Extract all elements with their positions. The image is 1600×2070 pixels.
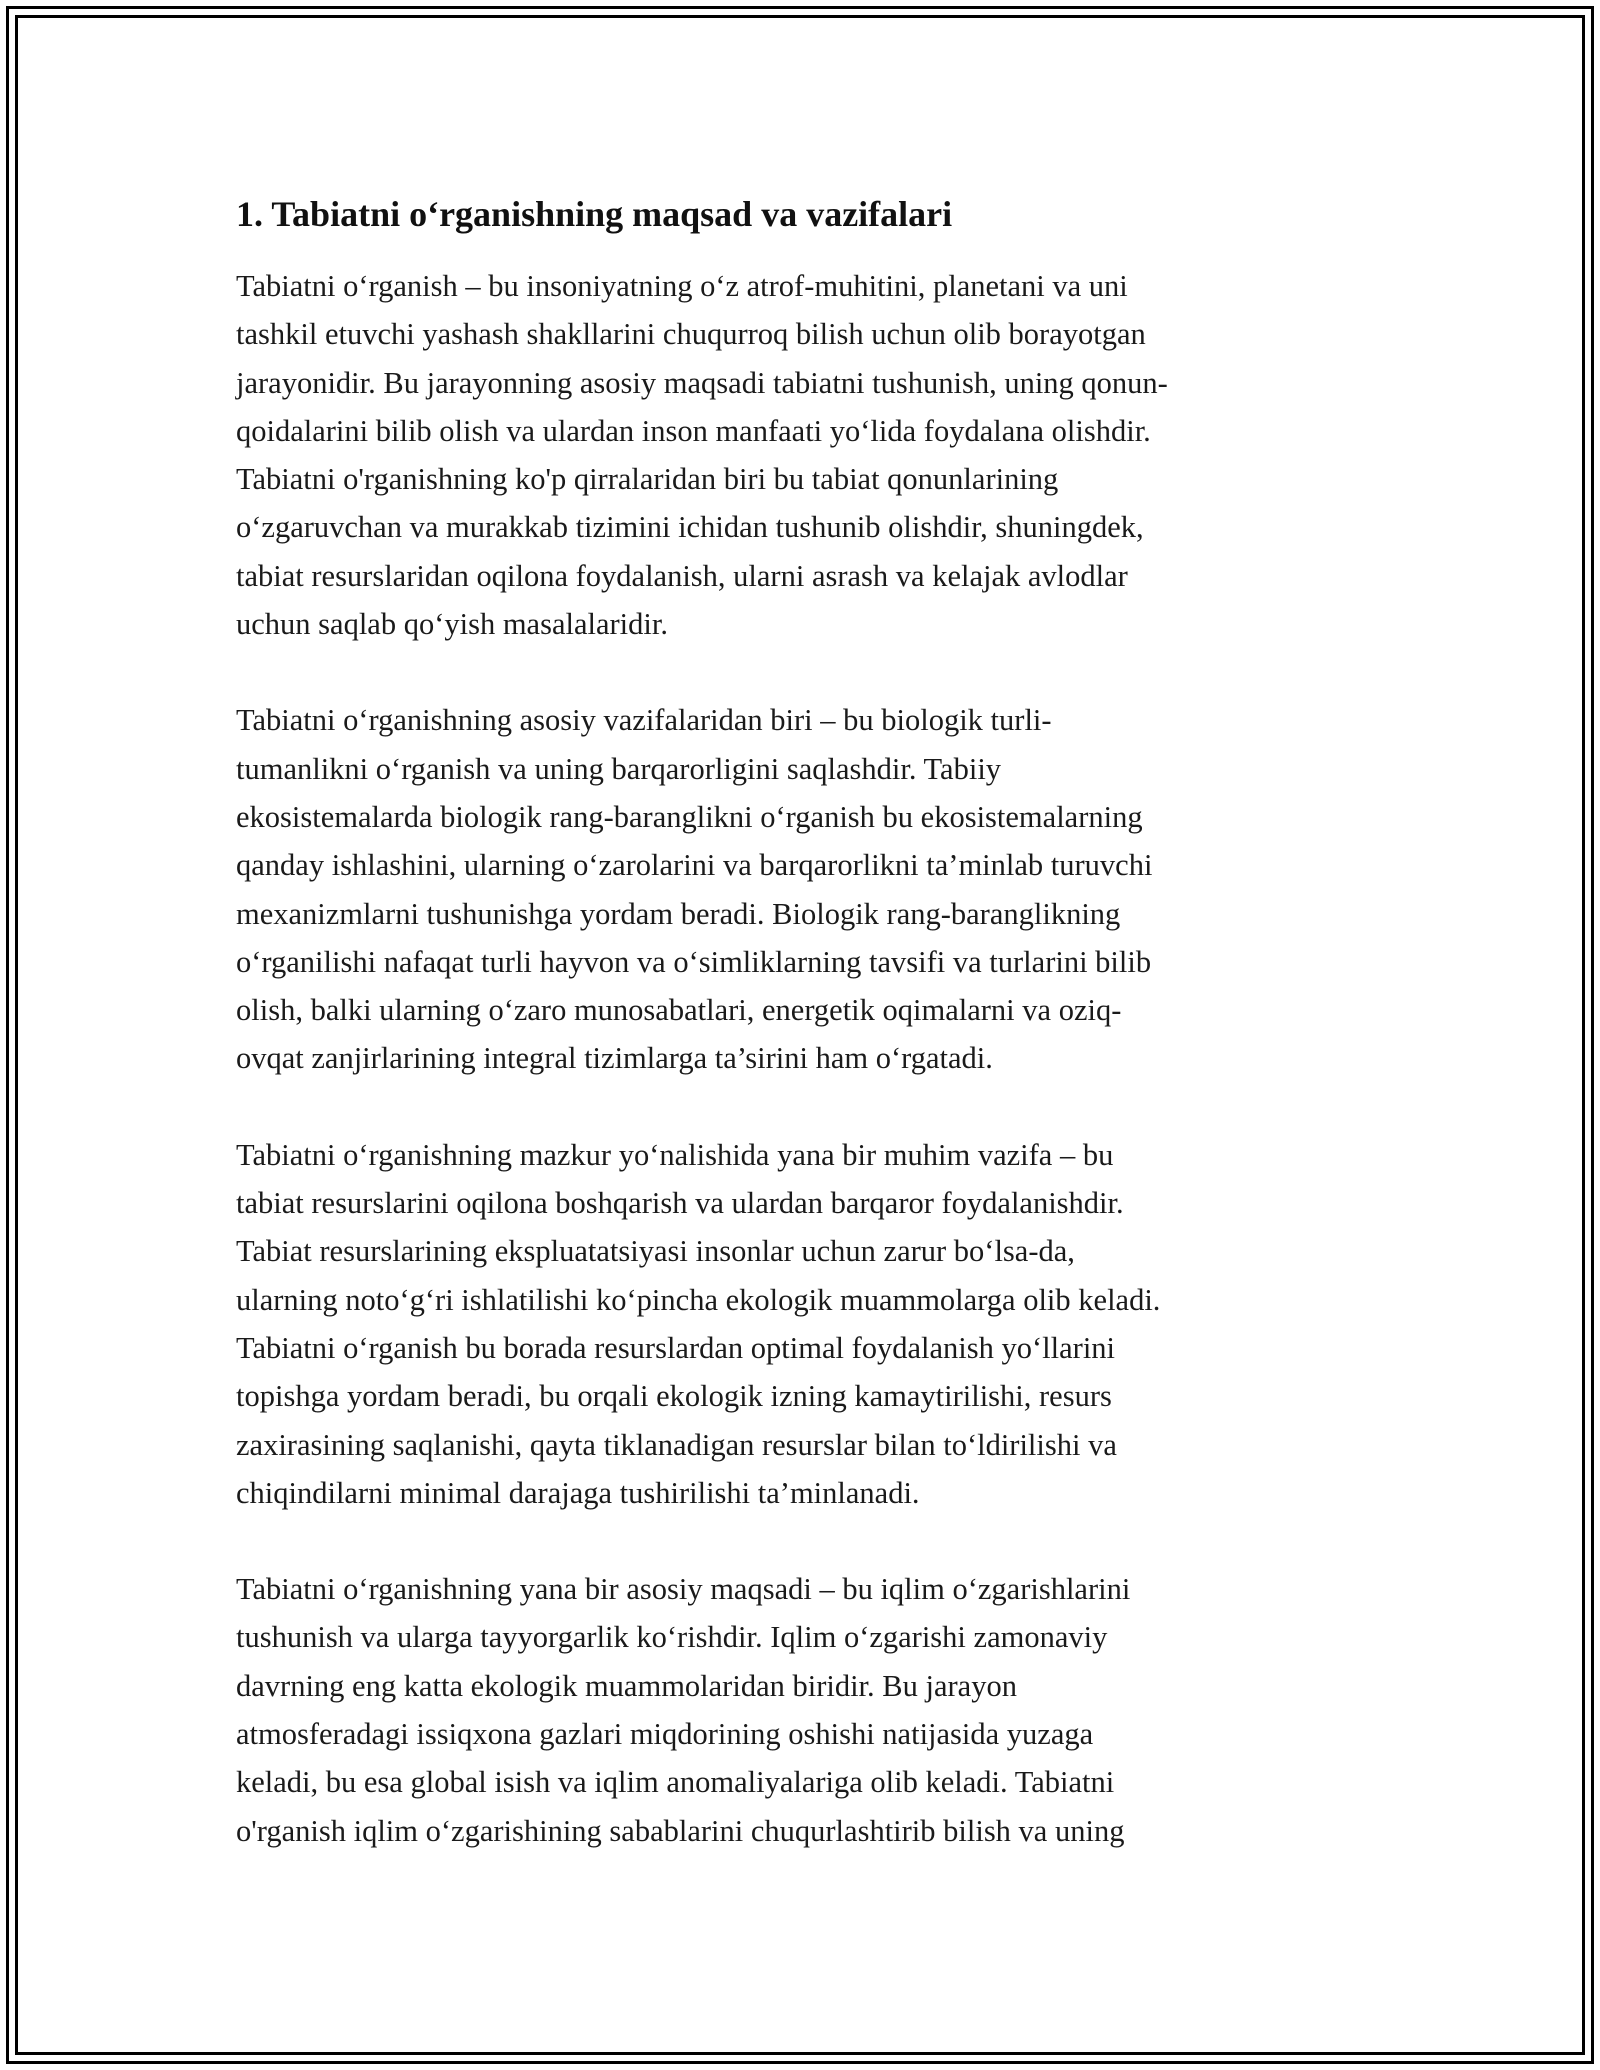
paragraph-line: topishga yordam beradi, bu orqali ekologik izning kamaytirilishi, resurs	[236, 1379, 1112, 1414]
paragraph-1	[236, 262, 1366, 648]
paragraph-line: Tabiatni o‘rganish bu borada resurslardan optimal foydalanish yo‘llarini	[236, 1330, 1116, 1365]
paragraph-line: Tabiatni o‘rganish – bu insoniyatning o‘z atrof-muhitini, planetani va uni	[236, 269, 1128, 303]
paragraph-line: tashkil etuvchi yashash shakllarini chuqurroq bilish uchun olib borayotgan	[236, 317, 1146, 352]
paragraph-line: qoidalarini bilib olish va ulardan inson manfaati yo‘lida foydalana olishdir.	[236, 413, 1151, 448]
paragraph-line: tabiat resurslarini oqilona boshqarish va ulardan barqaror foydalanishdir.	[236, 1186, 1124, 1221]
paragraph-line: tabiat resurslaridan oqilona foydalanish, ularni asrash va kelajak avlodlar	[236, 558, 1128, 593]
paragraph-line: keladi, bu esa global isish va iqlim anomaliyalariga olib keladi. Tabiatni	[236, 1765, 1115, 1800]
paragraph-line: Tabiat resurslarining ekspluatatsiyasi insonlar uchun zarur bo‘lsa-da,	[236, 1234, 1075, 1269]
paragraph-4	[236, 1565, 1366, 1855]
paragraph-line: mexanizmlarni tushunishga yordam beradi. Biologik rang-baranglikning	[236, 896, 1121, 931]
document-page	[236, 188, 1366, 1903]
paragraph-line: Tabiatni o‘rganishning mazkur yo‘nalishida yana bir muhim vazifa – bu	[236, 1137, 1114, 1172]
paragraph-line: qanday ishlashini, ularning o‘zarolarini va barqarorlikni ta’minlab turuvchi	[236, 848, 1153, 883]
paragraph-line: jarayonidir. Bu jarayonning asosiy maqsadi tabiatni tushunish, uning qonun-	[236, 365, 1168, 400]
paragraph-line: Tabiatni o'rganishning ko'p qirralaridan biri bu tabiat qonunlarining	[236, 462, 1059, 497]
paragraph-line: olish, balki ularning o‘zaro munosabatlari, energetik oqimalarni va oziq-	[236, 993, 1122, 1028]
paragraph-2	[236, 696, 1366, 1082]
section-title: 1. Tabiatni o‘rganishning maqsad va vazifalari	[236, 194, 953, 234]
paragraph-line: ularning noto‘g‘ri ishlatilishi ko‘pincha ekologik muammolarga olib keladi.	[236, 1282, 1161, 1317]
paragraph-line: ekosistemalarda biologik rang-baranglikni o‘rganish bu ekosistemalarning	[236, 799, 1143, 834]
paragraph-line: o‘zgaruvchan va murakkab tizimini ichidan tushunib olishdir, shuningdek,	[236, 510, 1144, 545]
paragraph-line: tushunish va ularga tayyorgarlik ko‘rishdir. Iqlim o‘zgarishi zamonaviy	[236, 1620, 1108, 1655]
paragraph-line: tumanlikni o‘rganish va uning barqarorligini saqlashdir. Tabiiy	[236, 751, 1002, 786]
paragraph-line: Tabiatni o‘rganishning asosiy vazifalaridan biri – bu biologik turli-	[236, 703, 1052, 738]
paragraph-line: o'rganish iqlim o‘zgarishining sabablarini chuqurlashtirib bilish va uning	[236, 1813, 1125, 1848]
paragraph-line: chiqindilarni minimal darajaga tushirilishi ta’minlanadi.	[236, 1475, 920, 1510]
paragraph-line: atmosferadagi issiqxona gazlari miqdorining oshishi natijasida yuzaga	[236, 1717, 1094, 1752]
paragraph-3	[236, 1131, 1366, 1517]
paragraph-line: ovqat zanjirlarining integral tizimlarga ta’sirini ham o‘rgatadi.	[236, 1041, 993, 1076]
paragraph-line: Tabiatni o‘rganishning yana bir asosiy maqsadi – bu iqlim o‘zgarishlarini	[236, 1572, 1131, 1607]
paragraph-line: zaxirasining saqlanishi, qayta tiklanadigan resurslar bilan to‘ldirilishi va	[236, 1427, 1117, 1462]
paragraph-line: o‘rganilishi nafaqat turli hayvon va o‘simliklarning tavsifi va turlarini bilib	[236, 944, 1152, 979]
paragraph-line: davrning eng katta ekologik muammolaridan biridir. Bu jarayon	[236, 1668, 1017, 1703]
paragraph-line: uchun saqlab qo‘yish masalalaridir.	[236, 607, 668, 642]
